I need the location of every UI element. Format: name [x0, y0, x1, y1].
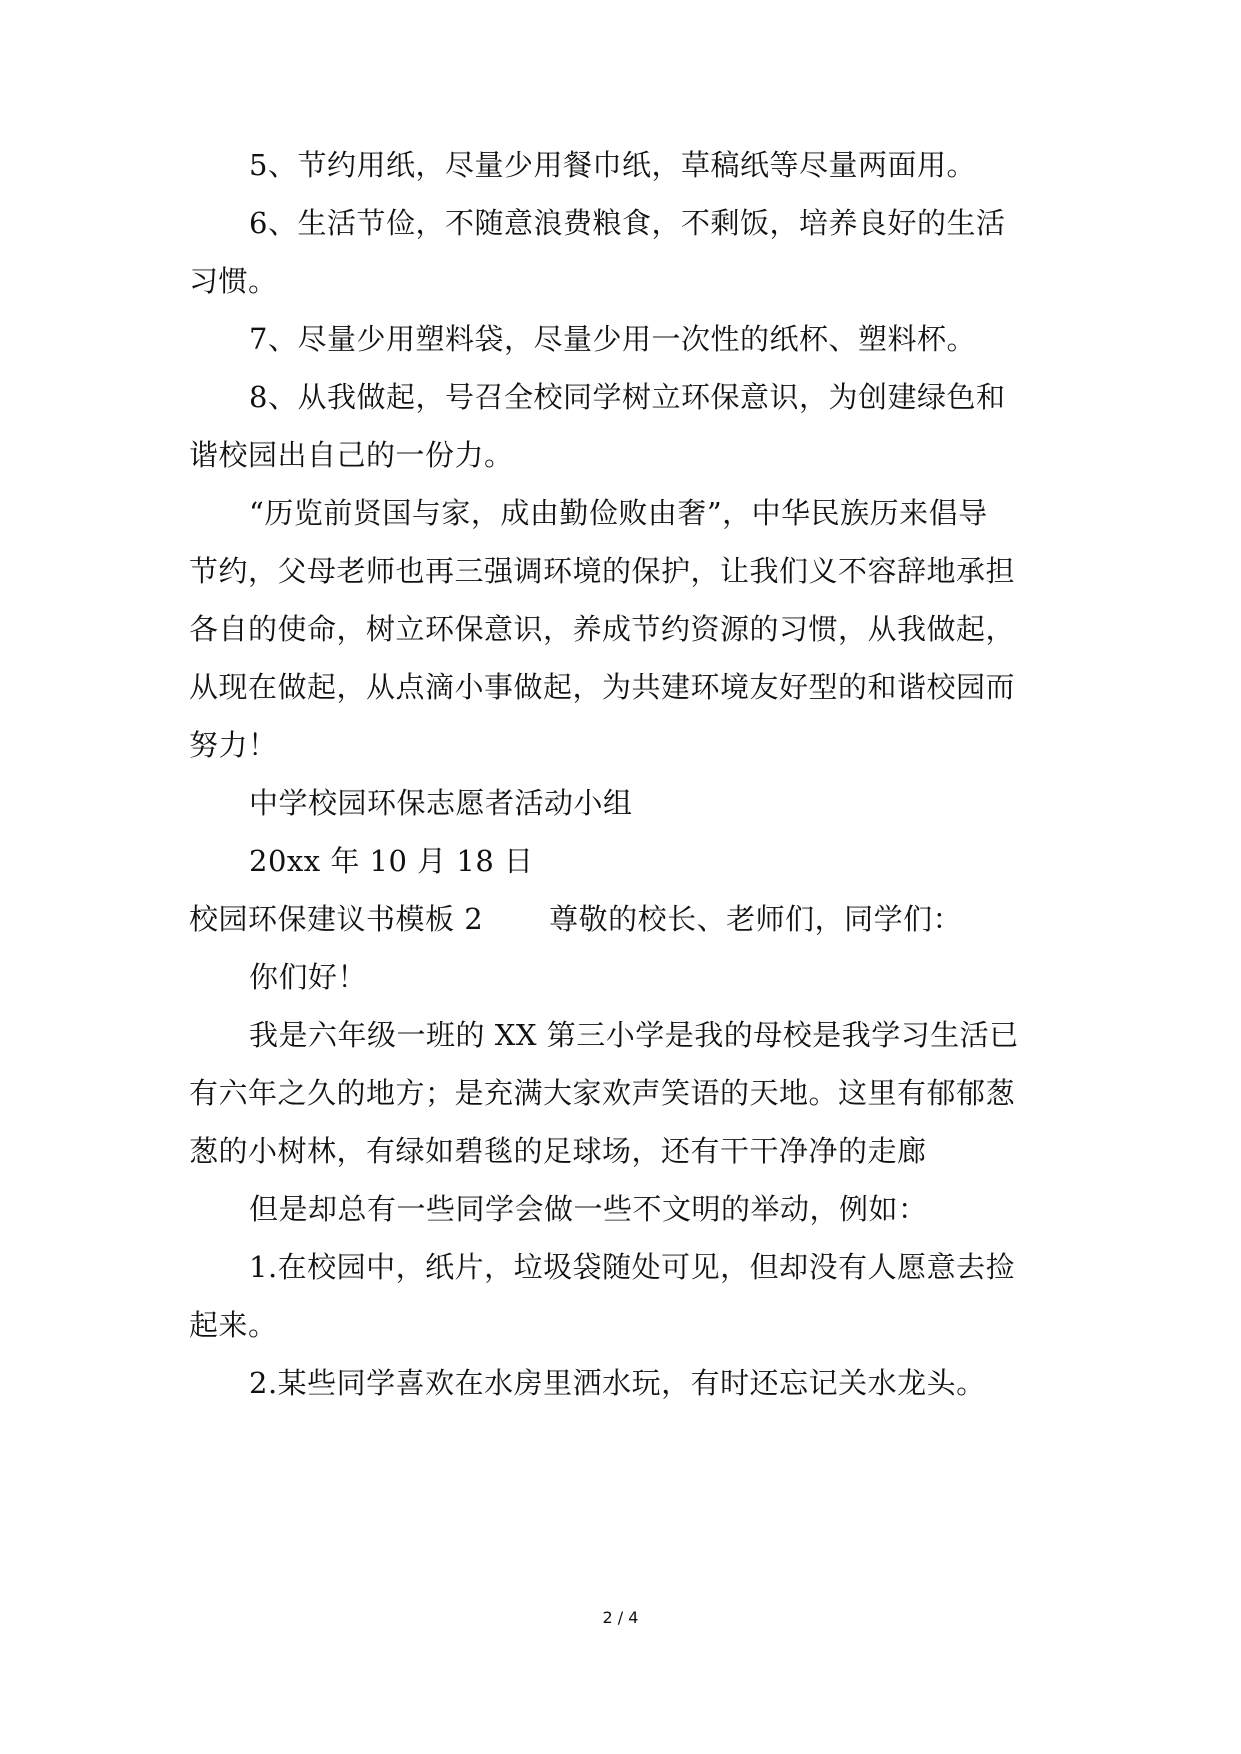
section-title-line	[189, 899, 1069, 939]
salutation: 尊敬的校长、老师们，同学们：	[549, 902, 963, 936]
signature-date: 20xx 年 10 月 18 日	[249, 844, 534, 878]
text-line: “历览前贤国与家，成由勤俭败由奢”，中华民族历来倡导	[249, 496, 988, 530]
text-line: 有六年之久的地方；是充满大家欢声笑语的天地。这里有郁郁葱	[189, 1076, 1016, 1110]
text-line: 8、从我做起，号召全校同学树立环保意识，为创建绿色和	[249, 380, 1006, 414]
text-line: 节约，父母老师也再三强调环境的保护，让我们义不容辞地承担	[189, 554, 1016, 588]
text-line: 葱的小树林，有绿如碧毯的足球场，还有干干净净的走廊	[189, 1134, 927, 1168]
text-line: 谐校园出自己的一份力。	[189, 438, 514, 472]
section-title: 校园环保建议书模板 2	[189, 902, 484, 936]
text-line: 1.在校园中，纸片，垃圾袋随处可见，但却没有人愿意去捡	[249, 1250, 1016, 1284]
text-line: 6、生活节俭，不随意浪费粮食，不剩饭，培养良好的生活	[249, 206, 1006, 240]
text-line: 起来。	[189, 1308, 278, 1342]
text-line: 习惯。	[189, 264, 278, 298]
page-number: 2 / 4	[602, 1608, 639, 1627]
text-line: 7、尽量少用塑料袋，尽量少用一次性的纸杯、塑料杯。	[249, 322, 976, 356]
text-line: 各自的使命，树立环保意识，养成节约资源的习惯，从我做起，	[189, 612, 1016, 646]
text-line: 从现在做起，从点滴小事做起，为共建环境友好型的和谐校园而	[189, 670, 1016, 704]
text-line: 2.某些同学喜欢在水房里洒水玩，有时还忘记关水龙头。	[249, 1366, 986, 1400]
greeting: 你们好！	[249, 960, 368, 994]
text-line: 努力！	[189, 728, 278, 762]
signature-organization: 中学校园环保志愿者活动小组	[249, 786, 633, 820]
text-line: 但是却总有一些同学会做一些不文明的举动，例如：	[249, 1192, 928, 1226]
text-line: 5、节约用纸，尽量少用餐巾纸，草稿纸等尽量两面用。	[249, 148, 976, 182]
text-line: 我是六年级一班的 XX 第三小学是我的母校是我学习生活已	[249, 1018, 1019, 1052]
